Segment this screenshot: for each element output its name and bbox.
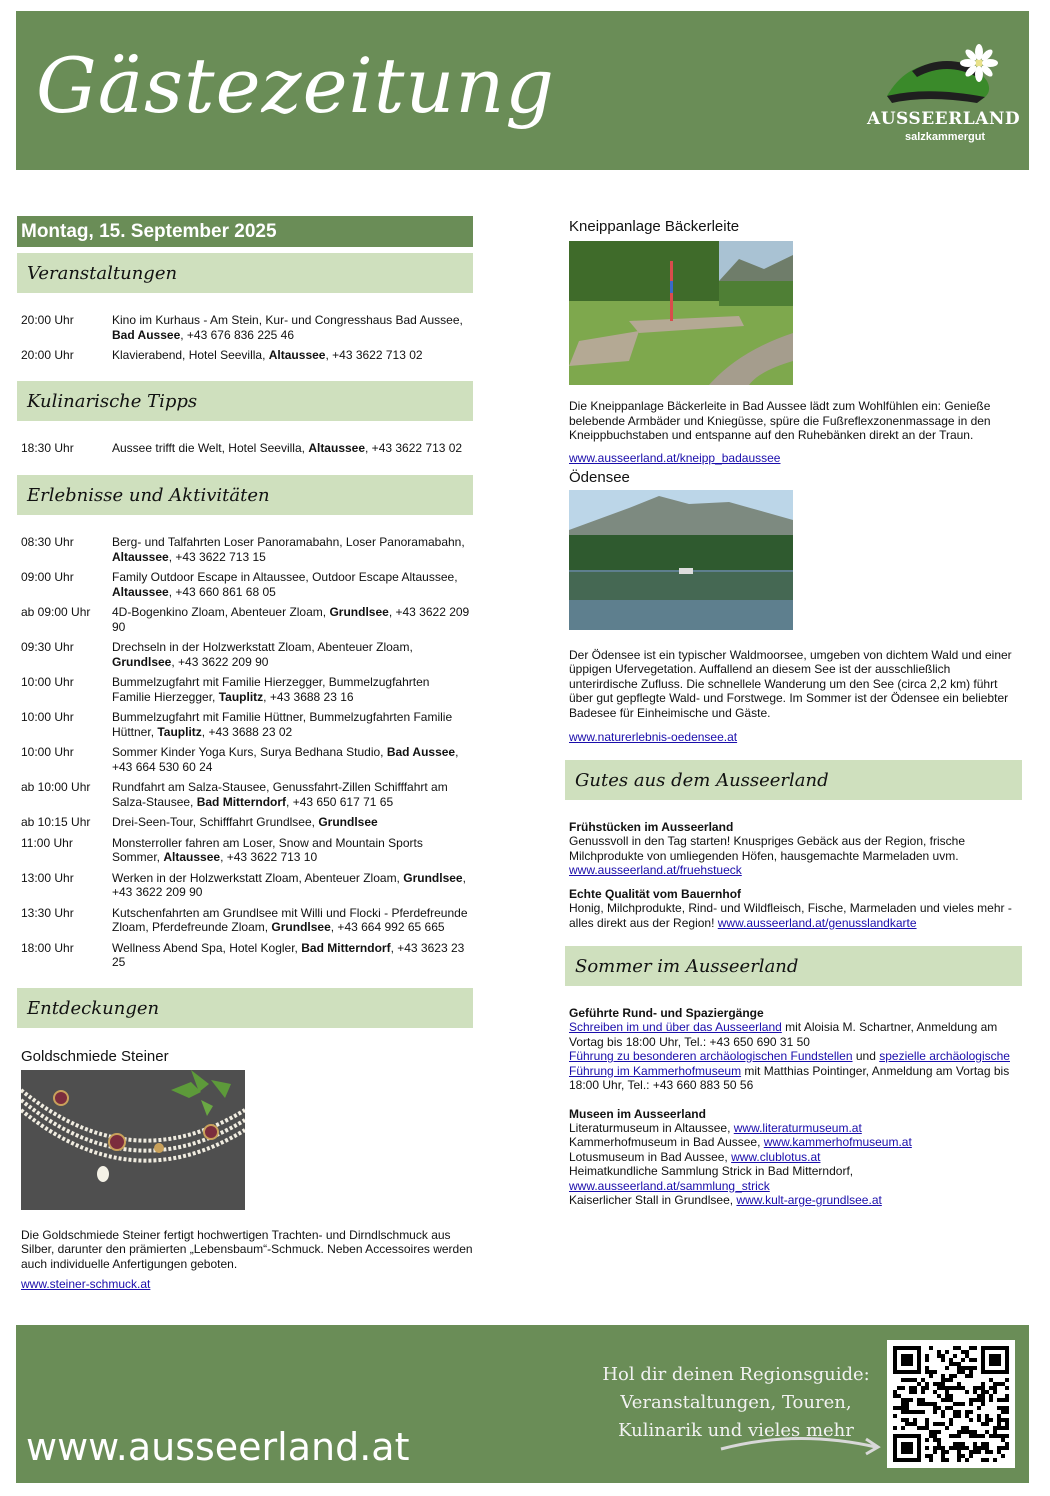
- event-title: Drei-Seen-Tour, Schifffahrt Grundlsee,: [112, 815, 319, 829]
- promo-line-2: Veranstaltungen, Touren,: [620, 1392, 852, 1413]
- oedensee-text: Der Ödensee ist ein typischer Waldmoorsee, umgeben von dichtem Wald und einer üppigen Ufervegetation. Auffallend an diesem See ist der ausschließlich unterirdische Zufluss. Die schnellele Wanderung um den See (circa 2,2 km) führt über gut gepflegte Wald- und Forstwege. Im Sommer ist der Ödensee ein beliebter Badesee für Einheimische und Gäste.: [569, 647, 1012, 720]
- museum-link[interactable]: www.kult-arge-grundlsee.at: [736, 1193, 882, 1207]
- event-row: [21, 815, 473, 830]
- event-description: [112, 640, 470, 669]
- event-time: 13:00 Uhr: [21, 870, 74, 885]
- event-time: 13:30 Uhr: [21, 905, 74, 920]
- event-row: [21, 906, 473, 935]
- newspaper-title: Gästezeitung: [36, 41, 555, 130]
- event-phone: , +43 650 617 71 65: [286, 794, 394, 809]
- event-title: Family Outdoor Escape in Altaussee, Outdoor Escape Altaussee,: [112, 570, 458, 584]
- event-time: 20:00 Uhr: [21, 348, 74, 362]
- logo-brand: AUSSEERLAND: [867, 109, 1021, 129]
- museum-name: Kammerhofmuseum in Bad Aussee,: [569, 1135, 764, 1149]
- section-gutes: Gutes aus dem Ausseerland: [565, 760, 1022, 800]
- event-row: [21, 640, 473, 669]
- event-description: [112, 313, 470, 342]
- event-title: Klavierabend, Hotel Seevilla,: [112, 348, 269, 362]
- event-description: [112, 710, 470, 739]
- event-title: Aussee trifft die Welt, Hotel Seevilla,: [112, 440, 309, 455]
- event-title: Sommer Kinder Yoga Kurs, Surya Bedhana Studio,: [112, 745, 387, 759]
- necklace-image: [21, 1070, 245, 1210]
- event-place: Altaussee: [112, 584, 169, 599]
- pointinger-text: mit Matthias Pointinger, Anmeldung am Vortag bis 18:00 Uhr, Tel.: +43 660 883 50 56: [569, 1063, 1010, 1092]
- event-description: [112, 570, 470, 599]
- kammerhof-fuehrung-link[interactable]: spezielle archäologische Führung im Kammerhofmuseum: [569, 1049, 1010, 1078]
- section-entdeckungen: Entdeckungen: [17, 988, 473, 1028]
- section-erlebnisse: Erlebnisse und Aktivitäten: [17, 475, 473, 515]
- event-row: [21, 313, 473, 342]
- event-row: [21, 710, 473, 739]
- oedensee-link[interactable]: www.naturerlebnis-oedensee.at: [569, 730, 738, 744]
- event-description: [112, 836, 470, 865]
- event-time: 11:00 Uhr: [21, 835, 73, 850]
- event-title: Monsterroller fahren am Loser, Snow and Mountain Sports Sommer,: [112, 835, 423, 864]
- event-description: [112, 605, 470, 634]
- event-phone: , +43 3622 713 10: [220, 850, 318, 864]
- event-phone: , +43 3622 713 02: [325, 348, 423, 362]
- event-time: 20:00 Uhr: [21, 313, 74, 327]
- museum-link[interactable]: www.ausseerland.at/sammlung_strick: [569, 1178, 770, 1193]
- fruehstueck-title: Frühstücken im Ausseerland: [569, 820, 734, 834]
- museum-item: [569, 1164, 1022, 1193]
- event-row: [21, 441, 473, 456]
- event-place: Grundlsee: [403, 870, 463, 885]
- museen-title: Museen im Ausseerland: [569, 1106, 706, 1121]
- veranstaltungen-list: [17, 293, 473, 381]
- museum-item: [569, 1135, 1022, 1150]
- event-phone: , +43 660 861 68 05: [168, 584, 276, 599]
- event-time: 18:00 Uhr: [21, 940, 74, 955]
- event-time: 10:00 Uhr: [21, 745, 74, 759]
- steiner-link[interactable]: www.steiner-schmuck.at: [21, 1277, 151, 1291]
- right-column: [565, 216, 1022, 1208]
- museum-item: [569, 1150, 1022, 1165]
- date-bar: Montag, 15. September 2025: [17, 216, 473, 247]
- event-place: Altaussee: [308, 440, 366, 455]
- rundgaenge-title: Geführte Rund- und Spaziergänge: [569, 1006, 764, 1020]
- event-row: [21, 871, 473, 900]
- museum-item: [569, 1121, 1022, 1136]
- event-title: Wellness Abend Spa, Hotel Kogler,: [112, 940, 302, 955]
- kneipp-link[interactable]: www.ausseerland.at/kneipp_badaussee: [569, 450, 781, 465]
- event-title: Berg- und Talfahrten Loser Panoramabahn, Loser Panoramabahn,: [112, 535, 465, 549]
- museum-link[interactable]: www.literaturmuseum.at: [733, 1120, 862, 1135]
- hat-icon: [867, 41, 1007, 111]
- event-place: Grundlsee: [318, 815, 378, 829]
- section-kulinarisch: Kulinarische Tipps: [17, 381, 473, 421]
- event-place: Grundlsee: [329, 605, 389, 619]
- event-place: Tauplitz: [218, 689, 264, 704]
- event-title: Bummelzugfahrt mit Familie Hüttner, Bummelzugfahrten Familie Hüttner,: [112, 710, 453, 739]
- erlebnisse-list: [17, 515, 473, 988]
- oedensee-image: [569, 490, 793, 630]
- event-phone: , +43 676 836 225 46: [180, 327, 295, 342]
- goldschmiede-title: Goldschmiede Steiner: [21, 1047, 169, 1065]
- event-description: [112, 780, 470, 809]
- event-description: [112, 906, 470, 935]
- section-sommer: Sommer im Ausseerland: [565, 946, 1022, 986]
- event-place: Altaussee: [112, 549, 169, 564]
- event-place: Grundlsee: [112, 654, 172, 669]
- museum-name: Kaiserlicher Stall in Grundlsee,: [569, 1193, 737, 1207]
- fundstellen-link[interactable]: Führung zu besonderen archäologischen Fundstellen: [569, 1049, 853, 1063]
- event-place: Altaussee: [163, 850, 221, 864]
- event-row: [21, 941, 473, 970]
- bauernhof-title: Echte Qualität vom Bauernhof: [569, 887, 742, 901]
- museum-name: Lotusmuseum in Bad Aussee,: [569, 1149, 732, 1164]
- arrow-icon: [716, 1429, 886, 1459]
- header-banner: [16, 11, 1029, 170]
- goldschmiede-text: Die Goldschmiede Steiner fertigt hochwertigen Trachten- und Dirndlschmuck aus Silber, darunter den prämierten „Lebensbaum“-Schmuck. Neben Accessoires werden auch individuelle Anfertigungen geboten.: [21, 1227, 473, 1271]
- fruehstueck-text: Genussvoll in den Tag starten! Knuspriges Gebäck aus der Region, frische Milchprodukte von umliegenden Höfen, hausgemachte Marmeladen uvm.: [569, 834, 965, 863]
- left-column: [17, 216, 473, 1291]
- fruehstueck-link[interactable]: www.ausseerland.at/fruehstueck: [569, 863, 742, 877]
- event-place: Altaussee: [268, 348, 326, 362]
- schreiben-text: mit Aloisia M. Schartner, Anmeldung am Vortag bis 18:00 Uhr, Tel.: +43 650 690 31 50: [569, 1020, 998, 1049]
- promo-line-3: Kulinarik und vieles mehr: [618, 1420, 854, 1441]
- event-description: [112, 815, 470, 830]
- logo-sub: salzkammergut: [905, 131, 986, 143]
- event-time: 09:30 Uhr: [21, 640, 74, 654]
- kulinarisch-list: [17, 421, 473, 476]
- event-phone: , +43 3622 209 90: [112, 870, 466, 899]
- museum-item: [569, 1193, 1022, 1208]
- event-title: Kino im Kurhaus - Am Stein, Kur- und Congresshaus Bad Aussee,: [112, 313, 463, 327]
- event-title: Rundfahrt am Salza-Stausee, Genussfahrt-Zillen Schifffahrt am Salza-Stausee,: [112, 780, 448, 809]
- event-phone: , +43 3622 209 90: [171, 654, 269, 669]
- event-row: [21, 780, 473, 809]
- event-phone: , +43 3622 713 15: [168, 549, 266, 564]
- event-description: [112, 535, 470, 564]
- event-row: [21, 348, 473, 363]
- event-description: [112, 871, 470, 900]
- event-place: Bad Mitterndorf: [301, 940, 391, 955]
- event-title: Werken in der Holzwerkstatt Zloam, Abenteuer Zloam,: [112, 870, 404, 885]
- promo-line-1: Hol dir deinen Regionsguide:: [602, 1364, 870, 1385]
- museum-link[interactable]: www.clublotus.at: [731, 1149, 821, 1164]
- event-time: 18:30 Uhr: [21, 440, 74, 455]
- event-time: 10:00 Uhr: [21, 675, 74, 689]
- event-description: [112, 745, 470, 774]
- oedensee-title: Ödensee: [569, 468, 630, 486]
- event-phone: , +43 3688 23 16: [263, 689, 354, 704]
- museum-name: Heimatkundliche Sammlung Strick in Bad Mitterndorf,: [569, 1164, 854, 1178]
- event-place: Bad Aussee: [386, 745, 456, 759]
- event-place: Tauplitz: [157, 724, 202, 739]
- event-title: 4D-Bogenkino Zloam, Abenteuer Zloam,: [112, 605, 330, 619]
- event-phone: , +43 664 992 65 665: [330, 920, 445, 934]
- kneipp-image: [569, 241, 793, 385]
- qr-code[interactable]: [887, 1340, 1015, 1468]
- footer-url[interactable]: www.ausseerland.at: [26, 1425, 410, 1469]
- event-row: [21, 605, 473, 634]
- event-phone: , +43 3623 23 25: [112, 940, 465, 969]
- event-time: ab 10:00 Uhr: [21, 780, 91, 794]
- qr-code-icon: [893, 1346, 1009, 1462]
- event-description: [112, 675, 470, 704]
- event-time: ab 10:15 Uhr: [21, 815, 91, 829]
- event-title: Drechseln in der Holzwerkstatt Zloam, Abenteuer Zloam,: [112, 640, 413, 654]
- event-description: [112, 348, 470, 363]
- kneipp-title: Kneippanlage Bäckerleite: [569, 218, 740, 235]
- event-row: [21, 570, 473, 599]
- event-row: [21, 745, 473, 774]
- event-time: 08:30 Uhr: [21, 535, 74, 549]
- footer-banner: [16, 1325, 1029, 1483]
- event-place: Bad Mitterndorf: [196, 794, 287, 809]
- museum-list: [569, 1121, 1022, 1208]
- museum-name: Literaturmuseum in Altaussee,: [569, 1120, 734, 1135]
- event-phone: , +43 664 530 60 24: [112, 745, 459, 774]
- event-title: Bummelzugfahrt mit Familie Hierzegger, Bummelzugfahrten Familie Hierzegger,: [112, 675, 430, 704]
- event-row: [21, 836, 473, 865]
- schreiben-link[interactable]: Schreiben im und über das Ausseerland: [569, 1020, 782, 1034]
- event-description: [112, 941, 470, 970]
- ausseerland-logo[interactable]: [867, 41, 1021, 151]
- event-time: ab 09:00 Uhr: [21, 605, 91, 619]
- section-veranstaltungen: Veranstaltungen: [17, 253, 473, 293]
- event-time: 10:00 Uhr: [21, 710, 74, 724]
- und-text: und: [852, 1049, 880, 1063]
- bauernhof-text: Honig, Milchprodukte, Rind- und Wildfleisch, Fische, Marmeladen und vieles mehr - alles direkt aus der Region!: [569, 901, 1012, 930]
- genusslandkarte-link[interactable]: www.ausseerland.at/genusslandkarte: [717, 915, 917, 930]
- event-place: Grundlsee: [271, 920, 331, 934]
- event-phone: , +43 3622 209 90: [112, 605, 470, 634]
- event-description: [112, 441, 470, 456]
- museum-link[interactable]: www.kammerhofmuseum.at: [763, 1135, 912, 1149]
- event-phone: , +43 3622 713 02: [365, 440, 463, 455]
- event-time: 09:00 Uhr: [21, 570, 74, 584]
- kneipp-text: Die Kneippanlage Bäckerleite in Bad Aussee lädt zum Wohlfühlen ein: Genieße belebende Armbäder und Kniegüsse, spüre die Fußreflexzonenmassage in den Kneippbuchstaben und entspanne auf den Ruhebänken direkt an der Traun.: [569, 399, 991, 442]
- event-phone: , +43 3688 23 02: [201, 724, 293, 739]
- event-row: [21, 675, 473, 704]
- event-place: Bad Aussee: [112, 327, 181, 342]
- event-title: Kutschenfahrten am Grundlsee mit Willi und Flocki - Pferdefreunde Zloam, Pferdefreunde Zloam,: [112, 905, 468, 934]
- event-row: [21, 535, 473, 564]
